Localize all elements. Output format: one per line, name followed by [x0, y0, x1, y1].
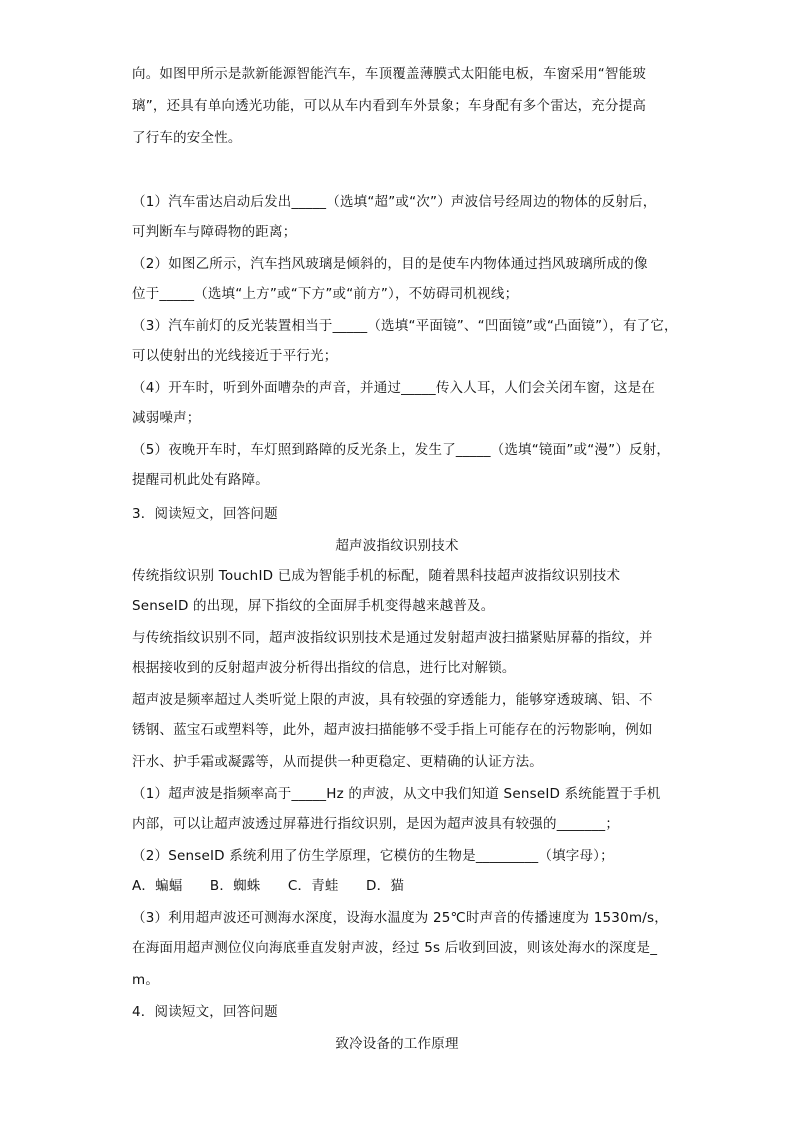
s3-q1-line-1: （1）超声波是指频率高于_____Hz 的声波，从文中我们知道 SenseID 系统能置于手机: [132, 786, 661, 802]
section4-title: 致冷设备的工作原理: [335, 1036, 459, 1052]
s3-q2-options: A．蝙蝠 B．蜘蛛 C．青蛙 D．猫: [132, 878, 405, 894]
s3-line-4: 根据接收到的反射超声波分析得出指纹的信息，进行比对解锁。: [132, 660, 516, 676]
s3-q3-line-1: （3）利用超声波还可测海水深度，设海水温度为 25℃时声音的传播速度为 1530m/s，: [132, 910, 668, 926]
section4-heading: 4．阅读短文，回答问题: [132, 1004, 278, 1020]
s3-line-6: 锈钢、蓝宝石或塑料等，此外，超声波扫描能够不受手指上可能存在的污物影响，例如: [132, 722, 653, 738]
s3-line-2: SenseID 的出现，屏下指纹的全面屏手机变得越来越普及。: [132, 598, 495, 614]
s3-q3-line-3: m。: [132, 972, 160, 988]
s3-line-1: 传统指纹识别 TouchID 已成为智能手机的标配，随着黑科技超声波指纹识别技术: [132, 568, 621, 584]
intro-line-2: 璃”，还具有单向透光功能，可以从车内看到车外景象；车身配有多个雷达，充分提高: [132, 98, 647, 114]
q5-line-2: 提醒司机此处有路障。: [132, 472, 269, 488]
s3-line-5: 超声波是频率超过人类听觉上限的声波，具有较强的穿透能力，能够穿透玻璃、铝、不: [132, 692, 653, 708]
s3-q2-line: （2）SenseID 系统利用了仿生学原理，它模仿的生物是_________（填字母）；: [132, 848, 614, 864]
s3-q1-line-2: 内部，可以让超声波透过屏幕进行指纹识别，是因为超声波具有较强的_______；: [132, 816, 620, 832]
section3-title: 超声波指纹识别技术: [335, 538, 459, 554]
intro-line-1: 向。如图甲所示是款新能源智能汽车，车顶覆盖薄膜式太阳能电板，车窗采用“智能玻: [132, 66, 647, 82]
q1-line-1: （1）汽车雷达启动后发出_____（选填“超”或“次”）声波信号经周边的物体的反射后，: [132, 194, 657, 210]
s3-line-3: 与传统指纹识别不同，超声波指纹识别技术是通过发射超声波扫描紧贴屏幕的指纹，并: [132, 630, 653, 646]
q2-line-2: 位于_____（选填“上方”或“下方”或“前方”），不妨碍司机视线；: [132, 286, 519, 302]
q3-line-1: （3）汽车前灯的反光装置相当于_____（选填“平面镜”、“凹面镜”或“凸面镜”），有了它，: [132, 318, 678, 334]
q5-line-1: （5）夜晚开车时，车灯照到路障的反光条上，发生了_____（选填“镜面”或“漫”）反射，: [132, 442, 671, 458]
q3-line-2: 可以使射出的光线接近于平行光；: [132, 348, 338, 364]
s3-q3-line-2: 在海面用超声测位仪向海底垂直发射声波，经过 5s 后收到回波，则该处海水的深度是_: [132, 940, 658, 956]
q2-line-1: （2）如图乙所示，汽车挡风玻璃是倾斜的，目的是使车内物体通过挡风玻璃所成的像: [132, 256, 648, 272]
intro-line-3: 了行车的安全性。: [132, 130, 242, 146]
q4-line-1: （4）开车时，听到外面嘈杂的声音，并通过_____传入人耳，人们会关闭车窗，这是在: [132, 380, 656, 396]
q1-line-2: 可判断车与障碍物的距离；: [132, 224, 297, 240]
q4-line-2: 减弱噪声；: [132, 410, 201, 426]
section3-heading: 3．阅读短文，回答问题: [132, 506, 278, 522]
s3-line-7: 汗水、护手霜或凝露等，从而提供一种更稳定、更精确的认证方法。: [132, 754, 543, 770]
